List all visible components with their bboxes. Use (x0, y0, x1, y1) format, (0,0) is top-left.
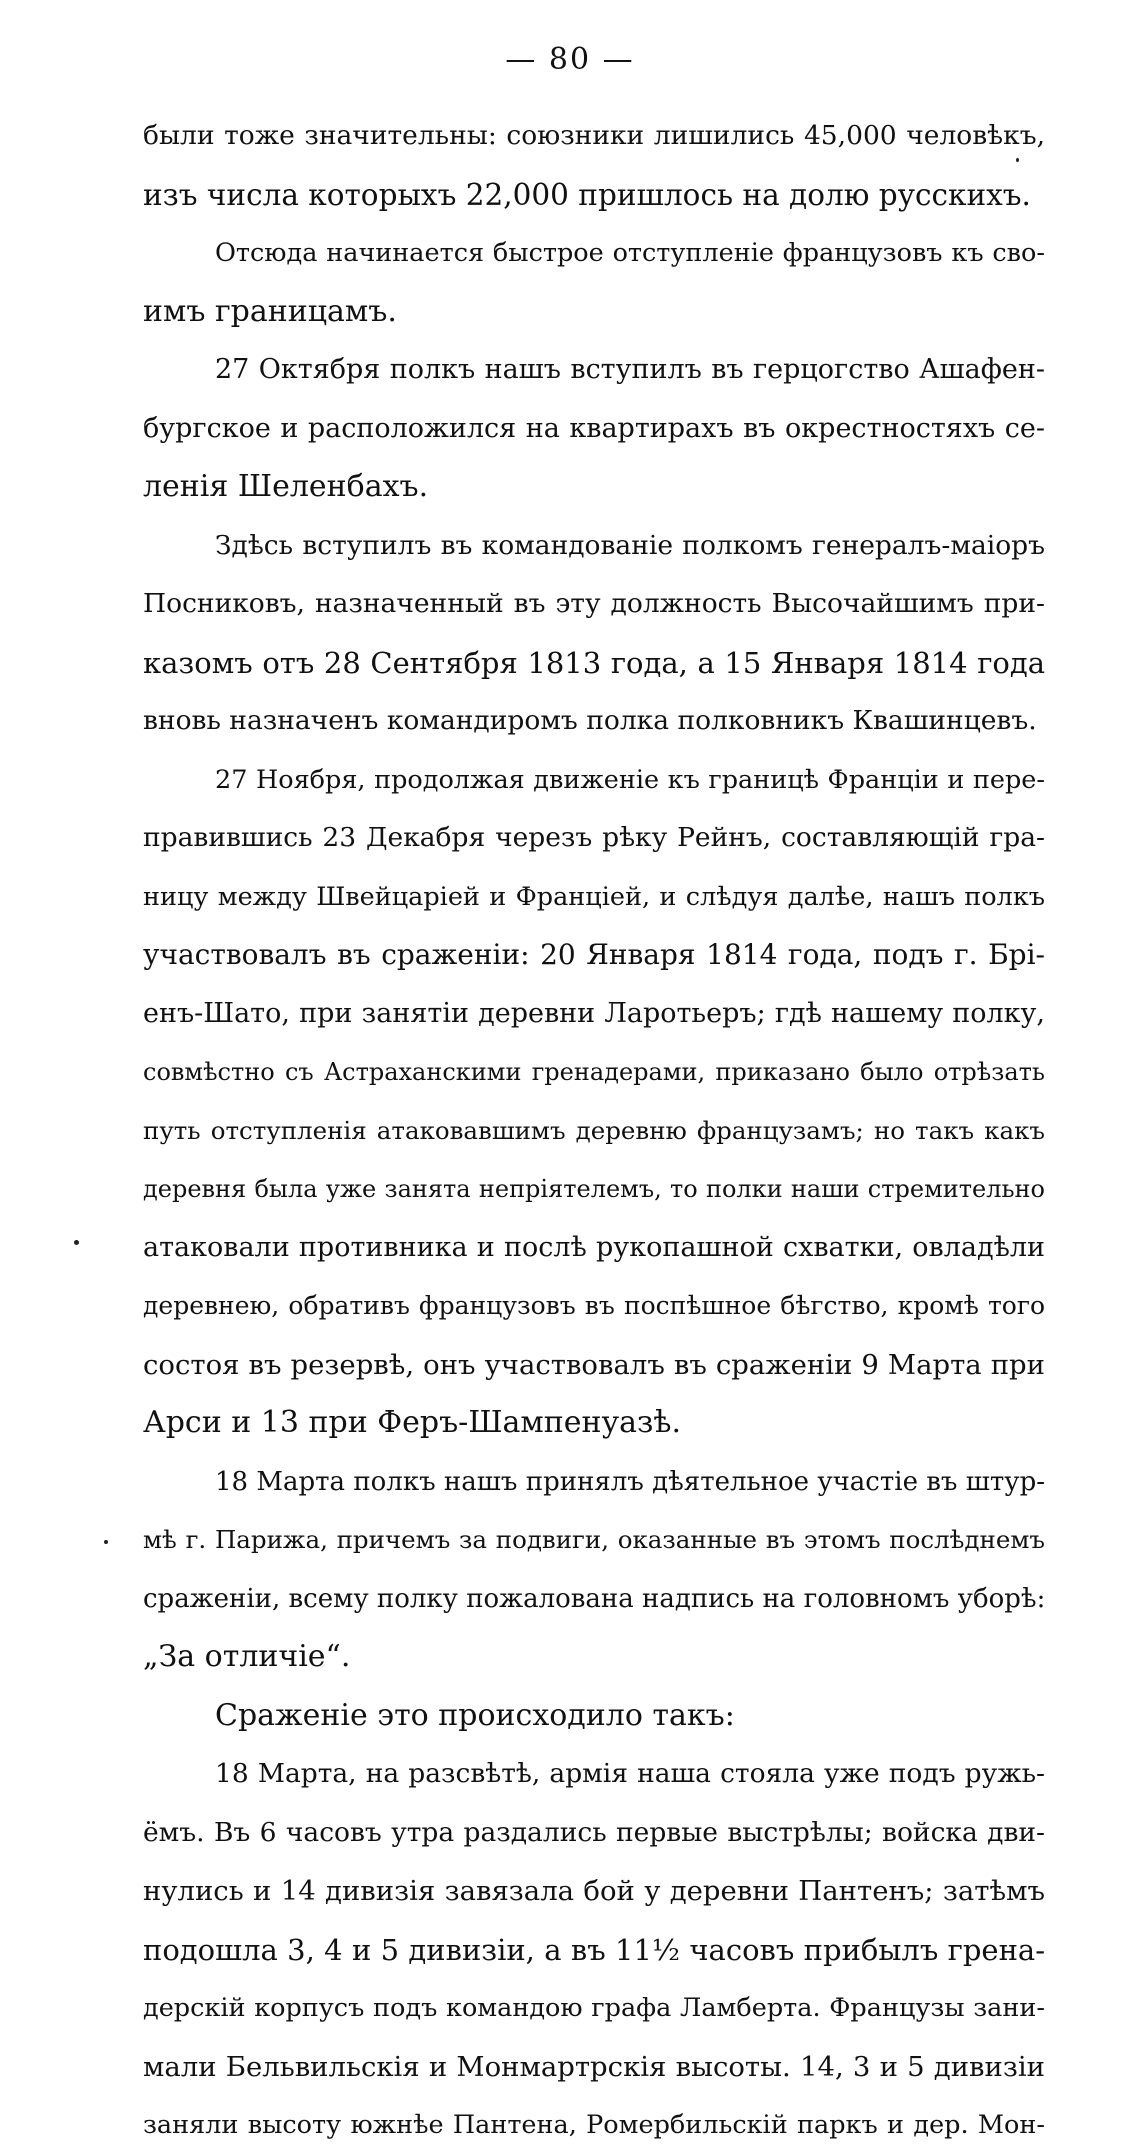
text-line: нулись и 14 дивизія завязала бой у деревни Пантенъ; затѣмъ (143, 1875, 1045, 1907)
stray-ink-mark (104, 1540, 108, 1544)
text-line: ницу между Швейцаріей и Франціей, и слѣдуя далѣе, нашъ полкъ (143, 881, 1045, 912)
text-line: правившись 23 Декабря черезъ рѣку Рейнъ, составляющій гра- (143, 822, 1045, 853)
text-line: состоя въ резервѣ, онъ участвовалъ въ сраженіи 9 Марта при (143, 1348, 1045, 1381)
text-line: сраженіи, всему полку пожалована надпись на головномъ уборѣ: (143, 1583, 1046, 1614)
text-line: мѣ г. Парижа, причемъ за подвиги, оказанные въ этомъ послѣднемъ (143, 1525, 1045, 1554)
text-line: дерскій корпусъ подъ командою графа Ламберта. Французы зани- (143, 1993, 1045, 2023)
stray-ink-mark (74, 1240, 79, 1245)
text-line: 18 Марта, на разсвѣтѣ, армія наша стояла уже подъ ружь- (215, 1758, 1045, 1789)
text-line: Здѣсь вступилъ въ командованіе полкомъ генералъ-маіоръ (215, 529, 1045, 561)
text-line: Сраженіе это происходило такъ: (215, 1697, 735, 1733)
text-line: Арси и 13 при Феръ-Шампенуазѣ. (143, 1405, 682, 1440)
text-line: вновь назначенъ командиромъ полка полковникъ Квашинцевъ. (143, 705, 1037, 736)
text-line: „За отличіе“. (143, 1639, 351, 1674)
text-line: имъ границамъ. (143, 293, 397, 329)
text-line: енъ-Шато, при занятіи деревни Ларотьеръ; гдѣ нашему полку, (143, 997, 1045, 1029)
text-line: деревня была уже занята непріятелемъ, то полки наши стремительно (143, 1175, 1045, 1203)
text-line: ёмъ. Въ 6 часовъ утра раздались первые выстрѣлы; войска дви- (143, 1816, 1045, 1848)
body-text (143, 107, 1045, 2155)
text-line: совмѣстно съ Астраханскими гренадерами, приказано было отрѣзать (143, 1058, 1045, 1086)
text-line: заняли высоту южнѣе Пантена, Ромербильскій паркъ и дер. Мон- (143, 2110, 1045, 2140)
text-line: 27 Октября полкъ нашъ вступилъ въ герцогство Ашафен- (215, 354, 1045, 385)
text-line: 18 Марта полкъ нашъ принялъ дѣятельное участіе въ штур- (215, 1466, 1045, 1497)
text-line: ленія Шеленбахъ. (143, 469, 429, 504)
text-line: мали Бельвильскія и Монмартрскія высоты. 14, 3 и 5 дивизіи (143, 2050, 1045, 2083)
text-line: атаковали противника и послѣ рукопашной схватки, овладѣли (143, 1231, 1045, 1263)
text-line: участвовалъ въ сраженіи: 20 Января 1814 года, подъ г. Брі- (143, 938, 1045, 971)
stray-ink-mark (1016, 158, 1019, 162)
text-line: были тоже значительны: союзники лишились 45,000 человѣкъ, (143, 120, 1045, 151)
text-line: подошла 3, 4 и 5 дивизіи, а въ 11½ часовъ прибылъ грена- (143, 1932, 1045, 1967)
text-line: деревнею, обративъ французовъ въ поспѣшное бѣгство, кромѣ того (143, 1291, 1045, 1320)
page-number: — 80 — (505, 42, 635, 77)
text-line: путь отступленія атаковавшимъ деревню французамъ; но такъ какъ (143, 1115, 1045, 1145)
text-line: 27 Ноября, продолжая движеніе къ границѣ Франціи и пере- (215, 764, 1045, 795)
text-line: Отсюда начинается быстрое отступленіе французовъ къ сво- (215, 238, 1045, 268)
text-line: изъ числа которыхъ 22,000 пришлось на долю русскихъ. (143, 177, 1031, 212)
text-line: бургское и расположился на квартирахъ въ окрестностяхъ се- (143, 412, 1045, 444)
text-line: Посниковъ, назначенный въ эту должность Высочайшимъ при- (143, 588, 1045, 619)
text-line: казомъ отъ 28 Сентября 1813 года, а 15 Января 1814 года (143, 645, 1045, 680)
